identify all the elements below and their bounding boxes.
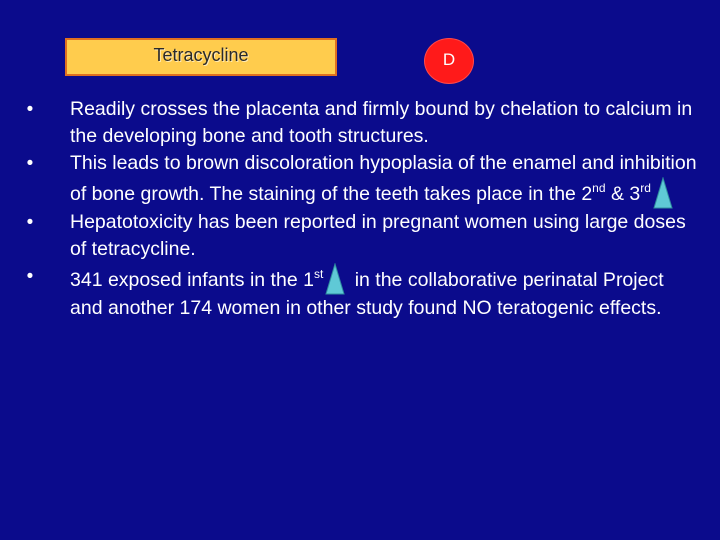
bullet-icon: •	[26, 212, 34, 233]
bullet-text: 341 exposed infants in the 1	[70, 269, 314, 291]
bullet-text: Hepatotoxicity has been reported in pregnant women using large doses of tetracycline.	[70, 211, 686, 260]
superscript: st	[313, 267, 324, 281]
superscript: nd	[592, 181, 606, 195]
pregnancy-category-badge	[424, 38, 474, 84]
bullet-icon: •	[26, 153, 34, 174]
title-box	[65, 38, 337, 76]
trimester-triangle-icon	[653, 177, 673, 209]
slide-title: Tetracycline	[153, 45, 249, 65]
bullet-text: & 3	[605, 183, 641, 205]
bullet-text: Readily crosses the placenta and firmly bound by chelation to calcium in the developing bone and tooth structures.	[70, 98, 693, 147]
bullet-icon: •	[26, 99, 34, 120]
trimester-triangle-icon	[325, 263, 345, 295]
bullet-item	[20, 150, 700, 209]
bullet-text: in the collaborative perinatal Project and another 174 women in other study found NO teratogenic effects.	[70, 269, 664, 319]
bullet-item	[20, 209, 700, 263]
pregnancy-category-label: D	[442, 50, 456, 69]
bullet-item	[20, 96, 700, 150]
bullet-list	[20, 96, 700, 322]
bullet-item	[20, 263, 700, 322]
superscript: rd	[640, 181, 651, 195]
bullet-icon: •	[26, 266, 34, 287]
bullet-text: This leads to brown discoloration hypoplasia of the enamel and inhibition of bone growth. The staining of the teeth takes place in the 2	[70, 152, 697, 205]
